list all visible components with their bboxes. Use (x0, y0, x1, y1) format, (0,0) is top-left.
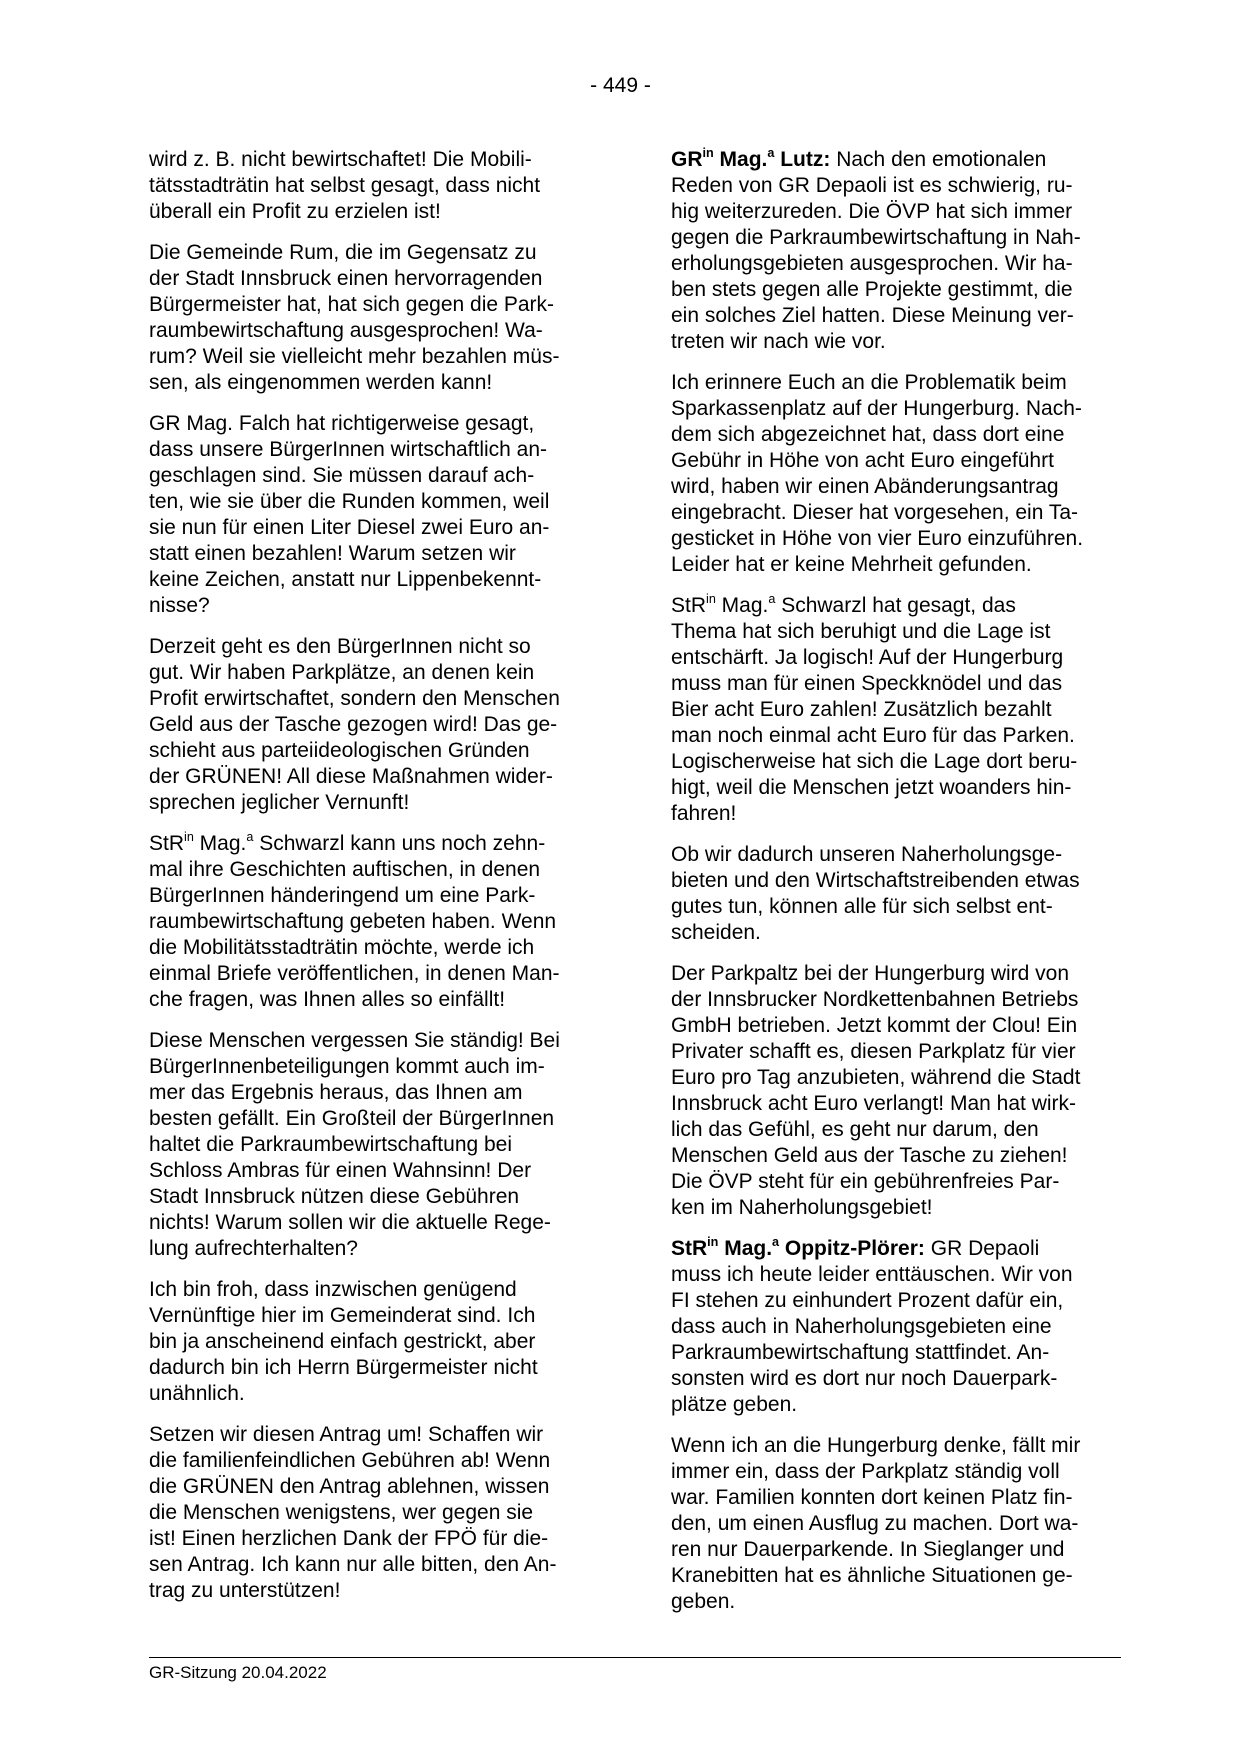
text-line: raumbewirtschaftung ausgesprochen! Wa- (149, 319, 543, 342)
text-line: muss man für einen Speckknödel und das (671, 672, 1063, 695)
text-line: Geld aus der Tasche gezogen wird! Das ge- (149, 713, 558, 736)
text-line: haltet die Parkraumbewirtschaftung bei (149, 1133, 513, 1156)
text-line: sprechen jeglicher Vernunft! (149, 791, 410, 814)
page-number: - 449 - (590, 74, 651, 97)
text-line: die GRÜNEN den Antrag ablehnen, wissen (149, 1475, 550, 1498)
text-line: Die Gemeinde Rum, die im Gegensatz zu (149, 241, 537, 264)
text-line: ten, wie sie über die Runden kommen, weil (149, 490, 550, 513)
text-line: plätze geben. (671, 1393, 798, 1416)
text-line: Profit erwirtschaftet, sondern den Menschen (149, 687, 560, 710)
text-line: GR Mag. Falch hat richtigerweise gesagt, (149, 412, 535, 435)
text-line: Euro pro Tag anzubieten, während die Stadt (671, 1066, 1081, 1089)
text-line: dass unsere BürgerInnen wirtschaftlich an- (149, 438, 548, 461)
text-line: dem sich abgezeichnet hat, dass dort eine (671, 423, 1065, 446)
text-line: Leider hat er keine Mehrheit gefunden. (671, 553, 1032, 576)
speaker-name: StR (671, 1237, 708, 1260)
text-line: lich das Gefühl, es geht nur darum, den (671, 1118, 1039, 1141)
text-line: BürgerInnen händeringend um eine Park- (149, 884, 536, 907)
text-line: Bürgermeister hat, hat sich gegen die Park- (149, 293, 555, 316)
text-line: Privater schafft es, diesen Parkplatz für vier (671, 1040, 1076, 1063)
text-line: bin ja anscheinend einfach gestrickt, aber (149, 1330, 536, 1353)
text-span: Nach den emotionalen (830, 148, 1047, 171)
text-line: den, um einen Ausflug zu machen. Dort wa- (671, 1512, 1079, 1535)
text-line: Bier acht Euro zahlen! Zusätzlich bezahlt (671, 698, 1052, 721)
text-line: higt, weil die Menschen jetzt woanders hin- (671, 776, 1072, 799)
superscript: a (768, 591, 776, 606)
text-line: der Stadt Innsbruck einen hervorragenden (149, 267, 543, 290)
text-line: tätsstadträtin hat selbst gesagt, dass nicht (149, 174, 541, 197)
text-line: Reden von GR Depaoli ist es schwierig, ru- (671, 174, 1073, 197)
paragraph (149, 147, 619, 225)
text-span: Schwarzl kann uns noch zehn- (253, 832, 546, 855)
text-line: schieht aus parteiideologischen Gründen (149, 739, 530, 762)
text-line: wird, haben wir einen Abänderungsantrag (671, 475, 1059, 498)
paragraph (671, 1433, 1141, 1615)
text-line: muss ich heute leider enttäuschen. Wir von (671, 1263, 1073, 1286)
text-line (149, 831, 619, 857)
text-line: einmal Briefe veröffentlichen, in denen Man- (149, 962, 560, 985)
paragraph (149, 240, 619, 396)
text-line: eingebracht. Dieser hat vorgesehen, ein Ta- (671, 501, 1079, 524)
text-line: Der Parkpaltz bei der Hungerburg wird von (671, 962, 1070, 985)
text-line: trag zu unterstützen! (149, 1579, 341, 1602)
column-right (671, 147, 1141, 1630)
text-span: Mag. (193, 832, 247, 855)
text-line: Schloss Ambras für einen Wahnsinn! Der (149, 1159, 532, 1182)
text-line: che fragen, was Ihnen alles so einfällt! (149, 988, 506, 1011)
text-line: Wenn ich an die Hungerburg denke, fällt mir (671, 1434, 1081, 1457)
text-line: dass auch in Naherholungsgebieten eine (671, 1315, 1052, 1338)
text-line: entschärft. Ja logisch! Auf der Hungerburg (671, 646, 1064, 669)
superscript: a (772, 1234, 780, 1249)
text-line: bieten und den Wirtschaftstreibenden etwas (671, 869, 1080, 892)
speaker-name: Mag. (718, 1237, 773, 1260)
text-line: scheiden. (671, 921, 761, 944)
text-span: Mag. (715, 594, 769, 617)
text-line: Parkraumbewirtschaftung stattfindet. An- (671, 1341, 1050, 1364)
text-line: man noch einmal acht Euro für das Parken. (671, 724, 1075, 747)
paragraph (149, 634, 619, 816)
superscript: in (706, 591, 716, 606)
text-line: Thema hat sich beruhigt und die Lage ist (671, 620, 1051, 643)
text-line: die Menschen wenigstens, wer gegen sie (149, 1501, 534, 1524)
text-line: fahren! (671, 802, 737, 825)
paragraph (149, 1277, 619, 1407)
text-line: Ich bin froh, dass inzwischen genügend (149, 1278, 517, 1301)
footer-session-date: GR-Sitzung 20.04.2022 (149, 1663, 327, 1682)
speaker-name: Oppitz-Plörer: (779, 1237, 925, 1260)
paragraph (671, 1236, 1141, 1418)
text-line: rum? Weil sie vielleicht mehr bezahlen müs- (149, 345, 560, 368)
text-line: geschlagen sind. Sie müssen darauf ach- (149, 464, 535, 487)
text-line: ben stets gegen alle Projekte gestimmt, die (671, 278, 1073, 301)
text-line: Innsbruck acht Euro verlangt! Man hat wirk- (671, 1092, 1077, 1115)
text-line: gesticket in Höhe von vier Euro einzuführen. (671, 527, 1084, 550)
text-line: besten gefällt. Ein Großteil der BürgerInnen (149, 1107, 555, 1130)
text-line: ist! Einen herzlichen Dank der FPÖ für die- (149, 1527, 549, 1550)
text-line: sen Antrag. Ich kann nur alle bitten, den An- (149, 1553, 557, 1576)
text-line: sie nun für einen Liter Diesel zwei Euro an- (149, 516, 550, 539)
text-line: Setzen wir diesen Antrag um! Schaffen wir (149, 1423, 544, 1446)
text-line: die familienfeindlichen Gebühren ab! Wenn (149, 1449, 551, 1472)
paragraph (149, 411, 619, 619)
text-span: Schwarzl hat gesagt, das (775, 594, 1016, 617)
text-line: überall ein Profit zu erzielen ist! (149, 200, 441, 223)
text-line: Ob wir dadurch unseren Naherholungsge- (671, 843, 1063, 866)
superscript: in (184, 829, 194, 844)
text-line: hig weiterzureden. Die ÖVP hat sich immer (671, 200, 1073, 223)
text-line: treten wir nach wie vor. (671, 330, 886, 353)
text-line: Kranebitten hat es ähnliche Situationen ge- (671, 1564, 1073, 1587)
text-line (671, 1236, 1141, 1262)
text-line: war. Familien konnten dort keinen Platz fin- (671, 1486, 1073, 1509)
text-line (671, 593, 1141, 619)
superscript: in (707, 1234, 719, 1249)
speaker-name: Lutz: (774, 148, 831, 171)
text-line: Logischerweise hat sich die Lage dort beru- (671, 750, 1078, 773)
text-line: geben. (671, 1590, 736, 1613)
text-line: immer ein, dass der Parkplatz ständig voll (671, 1460, 1060, 1483)
text-line: erholungsgebieten ausgesprochen. Wir ha- (671, 252, 1073, 275)
text-line: mer das Ergebnis heraus, das Ihnen am (149, 1081, 523, 1104)
text-line: Stadt Innsbruck nützen diese Gebühren (149, 1185, 520, 1208)
text-line: wird z. B. nicht bewirtschaftet! Die Mobili- (149, 148, 532, 171)
text-line: Ich erinnere Euch an die Problematik beim (671, 371, 1067, 394)
text-line: nisse? (149, 594, 210, 617)
text-line: dadurch bin ich Herrn Bürgermeister nicht (149, 1356, 538, 1379)
text-line: Vernünftige hier im Gemeinderat sind. Ich (149, 1304, 536, 1327)
text-line: lung aufrechterhalten? (149, 1237, 358, 1260)
text-span: StR (149, 832, 185, 855)
text-line: Derzeit geht es den BürgerInnen nicht so (149, 635, 531, 658)
superscript: a (767, 145, 775, 160)
text-line: keine Zeichen, anstatt nur Lippenbekennt- (149, 568, 542, 591)
text-line: gut. Wir haben Parkplätze, an denen kein (149, 661, 535, 684)
paragraph (671, 961, 1141, 1221)
speaker-name: Mag. (713, 148, 768, 171)
text-line: gegen die Parkraumbewirtschaftung in Nah- (671, 226, 1081, 249)
text-span: GR Depaoli (924, 1237, 1040, 1260)
text-span: StR (671, 594, 707, 617)
paragraph (149, 831, 619, 1013)
text-line: FI stehen zu einhundert Prozent dafür ein, (671, 1289, 1064, 1312)
text-line: nichts! Warum sollen wir die aktuelle Rege- (149, 1211, 551, 1234)
paragraph (149, 1028, 619, 1262)
text-line: ken im Naherholungsgebiet! (671, 1196, 933, 1219)
paragraph (671, 593, 1141, 827)
text-line (671, 147, 1141, 173)
text-line: GmbH betrieben. Jetzt kommt der Clou! Ein (671, 1014, 1078, 1037)
text-line: Sparkassenplatz auf der Hungerburg. Nach- (671, 397, 1082, 420)
column-left (149, 147, 619, 1619)
text-line: die Mobilitätsstadträtin möchte, werde ich (149, 936, 535, 959)
footer-divider (149, 1657, 1121, 1658)
text-line: ren nur Dauerparkende. In Sieglanger und (671, 1538, 1065, 1561)
text-line: sen, als eingenommen werden kann! (149, 371, 493, 394)
text-line: gutes tun, können alle für sich selbst ent- (671, 895, 1053, 918)
text-line: Gebühr in Höhe von acht Euro eingeführt (671, 449, 1054, 472)
text-line: ein solches Ziel hatten. Diese Meinung ver- (671, 304, 1074, 327)
paragraph (671, 370, 1141, 578)
paragraph (671, 842, 1141, 946)
paragraph (149, 1422, 619, 1604)
text-line: Diese Menschen vergessen Sie ständig! Bei (149, 1029, 560, 1052)
text-line: statt einen bezahlen! Warum setzen wir (149, 542, 516, 565)
text-line: sonsten wird es dort nur noch Dauerpark- (671, 1367, 1058, 1390)
text-line: mal ihre Geschichten auftischen, in denen (149, 858, 541, 881)
text-line: der GRÜNEN! All diese Maßnahmen wider- (149, 765, 553, 788)
paragraph (671, 147, 1141, 355)
text-line: raumbewirtschaftung gebeten haben. Wenn (149, 910, 557, 933)
text-line: Die ÖVP steht für ein gebührenfreies Par- (671, 1170, 1060, 1193)
superscript: in (702, 145, 714, 160)
text-line: Menschen Geld aus der Tasche zu ziehen! (671, 1144, 1068, 1167)
text-line: unähnlich. (149, 1382, 245, 1405)
text-line: BürgerInnenbeteiligungen kommt auch im- (149, 1055, 545, 1078)
speaker-name: GR (671, 148, 703, 171)
text-line: der Innsbrucker Nordkettenbahnen Betriebs (671, 988, 1079, 1011)
superscript: a (246, 829, 254, 844)
